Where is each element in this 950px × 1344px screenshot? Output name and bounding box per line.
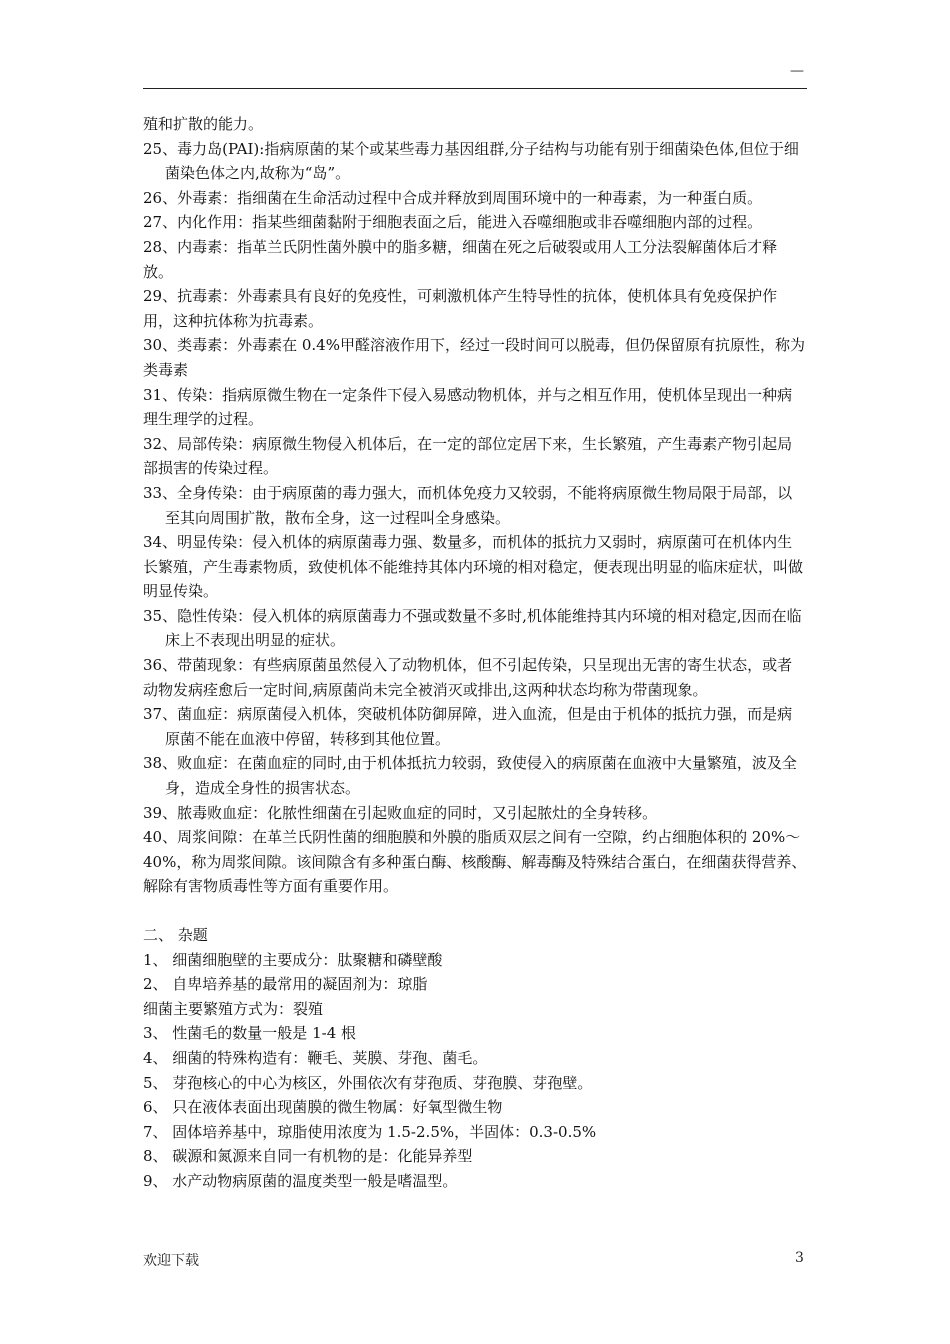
list-item: 9、 水产动物病原菌的温度类型一般是嗜温型。 [143,1171,458,1190]
definition-26: 26、外毒素：指细菌在生命活动过程中合成并释放到周围环境中的一种毒素，为一种蛋白质。 [143,188,763,207]
definition-31: 31、传染：指病原微生物在一定条件下侵入易感动物机体，并与之相互作用，使机体呈现出一种病理生理学的过程。 [143,385,793,429]
page-number: 3 [795,1250,804,1266]
definition-29: 29、抗毒素：外毒素具有良好的免疫性，可刺激机体产生特导性的抗体，使机体具有免疫保护作用，这种抗体称为抗毒素。 [143,287,778,330]
list-item: 1、 细菌细胞壁的主要成分：肽聚糖和磷壁酸 [143,950,443,969]
definition-37: 37、菌血症：病原菌侵入机体，突破机体防御屏障，进入血流，但是由于机体的抵抗力强，而是病原菌不能在血液中停留，转移到其他位置。 [143,705,793,748]
definition-34: 34、明显传染：侵入机体的病原菌毒力强、数量多，而机体的抵抗力又弱时，病原菌可在机体内生长繁殖，产生毒素物质，致使机体不能维持其体内环境的相对稳定，便表现出明显的临床症状，叫做明显传染。 [143,533,804,601]
list-item: 4、 细菌的特殊构造有：鞭毛、荚膜、芽孢、菌毛。 [143,1048,488,1067]
list-item: 8、 碳源和氮源来自同一有机物的是：化能异养型 [143,1147,473,1166]
paragraph-continuation: 殖和扩散的能力。 [143,115,264,133]
document-body [143,112,807,1194]
definition-35: 35、隐性传染：侵入机体的病原菌毒力不强或数量不多时,机体能维持其内环境的相对稳定,因而在临床上不表现出明显的症状。 [143,606,802,650]
list-item: 2、 自卑培养基的最常用的凝固剂为：琼脂 [143,975,428,994]
section-heading: 二、 杂题 [143,926,208,944]
definition-33: 33、全身传染：由于病原菌的毒力强大，而机体免疫力又较弱，不能将病原微生物局限于局部，以至其向周围扩散，散布全身，这一过程叫全身感染。 [143,483,793,527]
section-gap [143,899,807,923]
header-mark: — [790,63,804,79]
definition-27: 27、内化作用：指某些细菌黏附于细胞表面之后，能进入吞噬细胞或非吞噬细胞内部的过程。 [143,213,763,232]
list-item: 6、 只在液体表面出现菌膜的微生物属：好氧型微生物 [143,1098,503,1117]
definition-38: 38、败血症：在菌血症的同时,由于机体抵抗力较弱，致使侵入的病原菌在血液中大量繁殖，波及全身，造成全身性的损害状态。 [143,754,797,798]
list-item: 细菌主要繁殖方式为：裂殖 [143,999,324,1018]
definition-30: 30、类毒素：外毒素在 0.4%甲醛溶液作用下，经过一段时间可以脱毒，但仍保留原有抗原性，称为类毒素 [143,336,805,379]
definition-25: 25、毒力岛(PAI):指病原菌的某个或某些毒力基因组群,分子结构与功能有别于细菌染色体,但位于细菌染色体之内,故称为“岛”。 [143,139,799,183]
definition-39: 39、脓毒败血症：化脓性细菌在引起败血症的同时，又引起脓灶的全身转移。 [143,803,658,822]
list-item: 7、 固体培养基中，琼脂使用浓度为 1.5-2.5%，半固体：0.3-0.5% [143,1122,597,1141]
list-item: 3、 性菌毛的数量一般是 1-4 根 [143,1024,357,1043]
footer-text: 欢迎下载 [143,1253,199,1269]
definition-28: 28、内毒素：指革兰氏阴性菌外膜中的脂多糖，细菌在死之后破裂或用人工分法裂解菌体后才释放。 [143,237,778,281]
definition-40: 40、周浆间隙：在革兰氏阴性菌的细胞膜和外膜的脂质双层之间有一空隙，约占细胞体积的 20%～40%，称为周浆间隙。该间隙含有多种蛋白酶、核酸酶、解毒酶及特殊结合蛋白，在细菌获得营养、解除有害物质毒性等方面有重要作用。 [143,828,807,896]
definition-36: 36、带菌现象：有些病原菌虽然侵入了动物机体，但不引起传染，只呈现出无害的寄生状态，或者动物发病痊愈后一定时间,病原菌尚未完全被消灭或排出,这两种状态均称为带菌现象。 [143,656,793,699]
definition-32: 32、局部传染：病原微生物侵入机体后，在一定的部位定居下来，生长繁殖，产生毒素产物引起局部损害的传染过程。 [143,434,793,478]
header-rule [143,88,807,89]
list-item: 5、 芽孢核心的中心为核区，外围依次有芽孢质、芽孢膜、芽孢壁。 [143,1073,593,1092]
